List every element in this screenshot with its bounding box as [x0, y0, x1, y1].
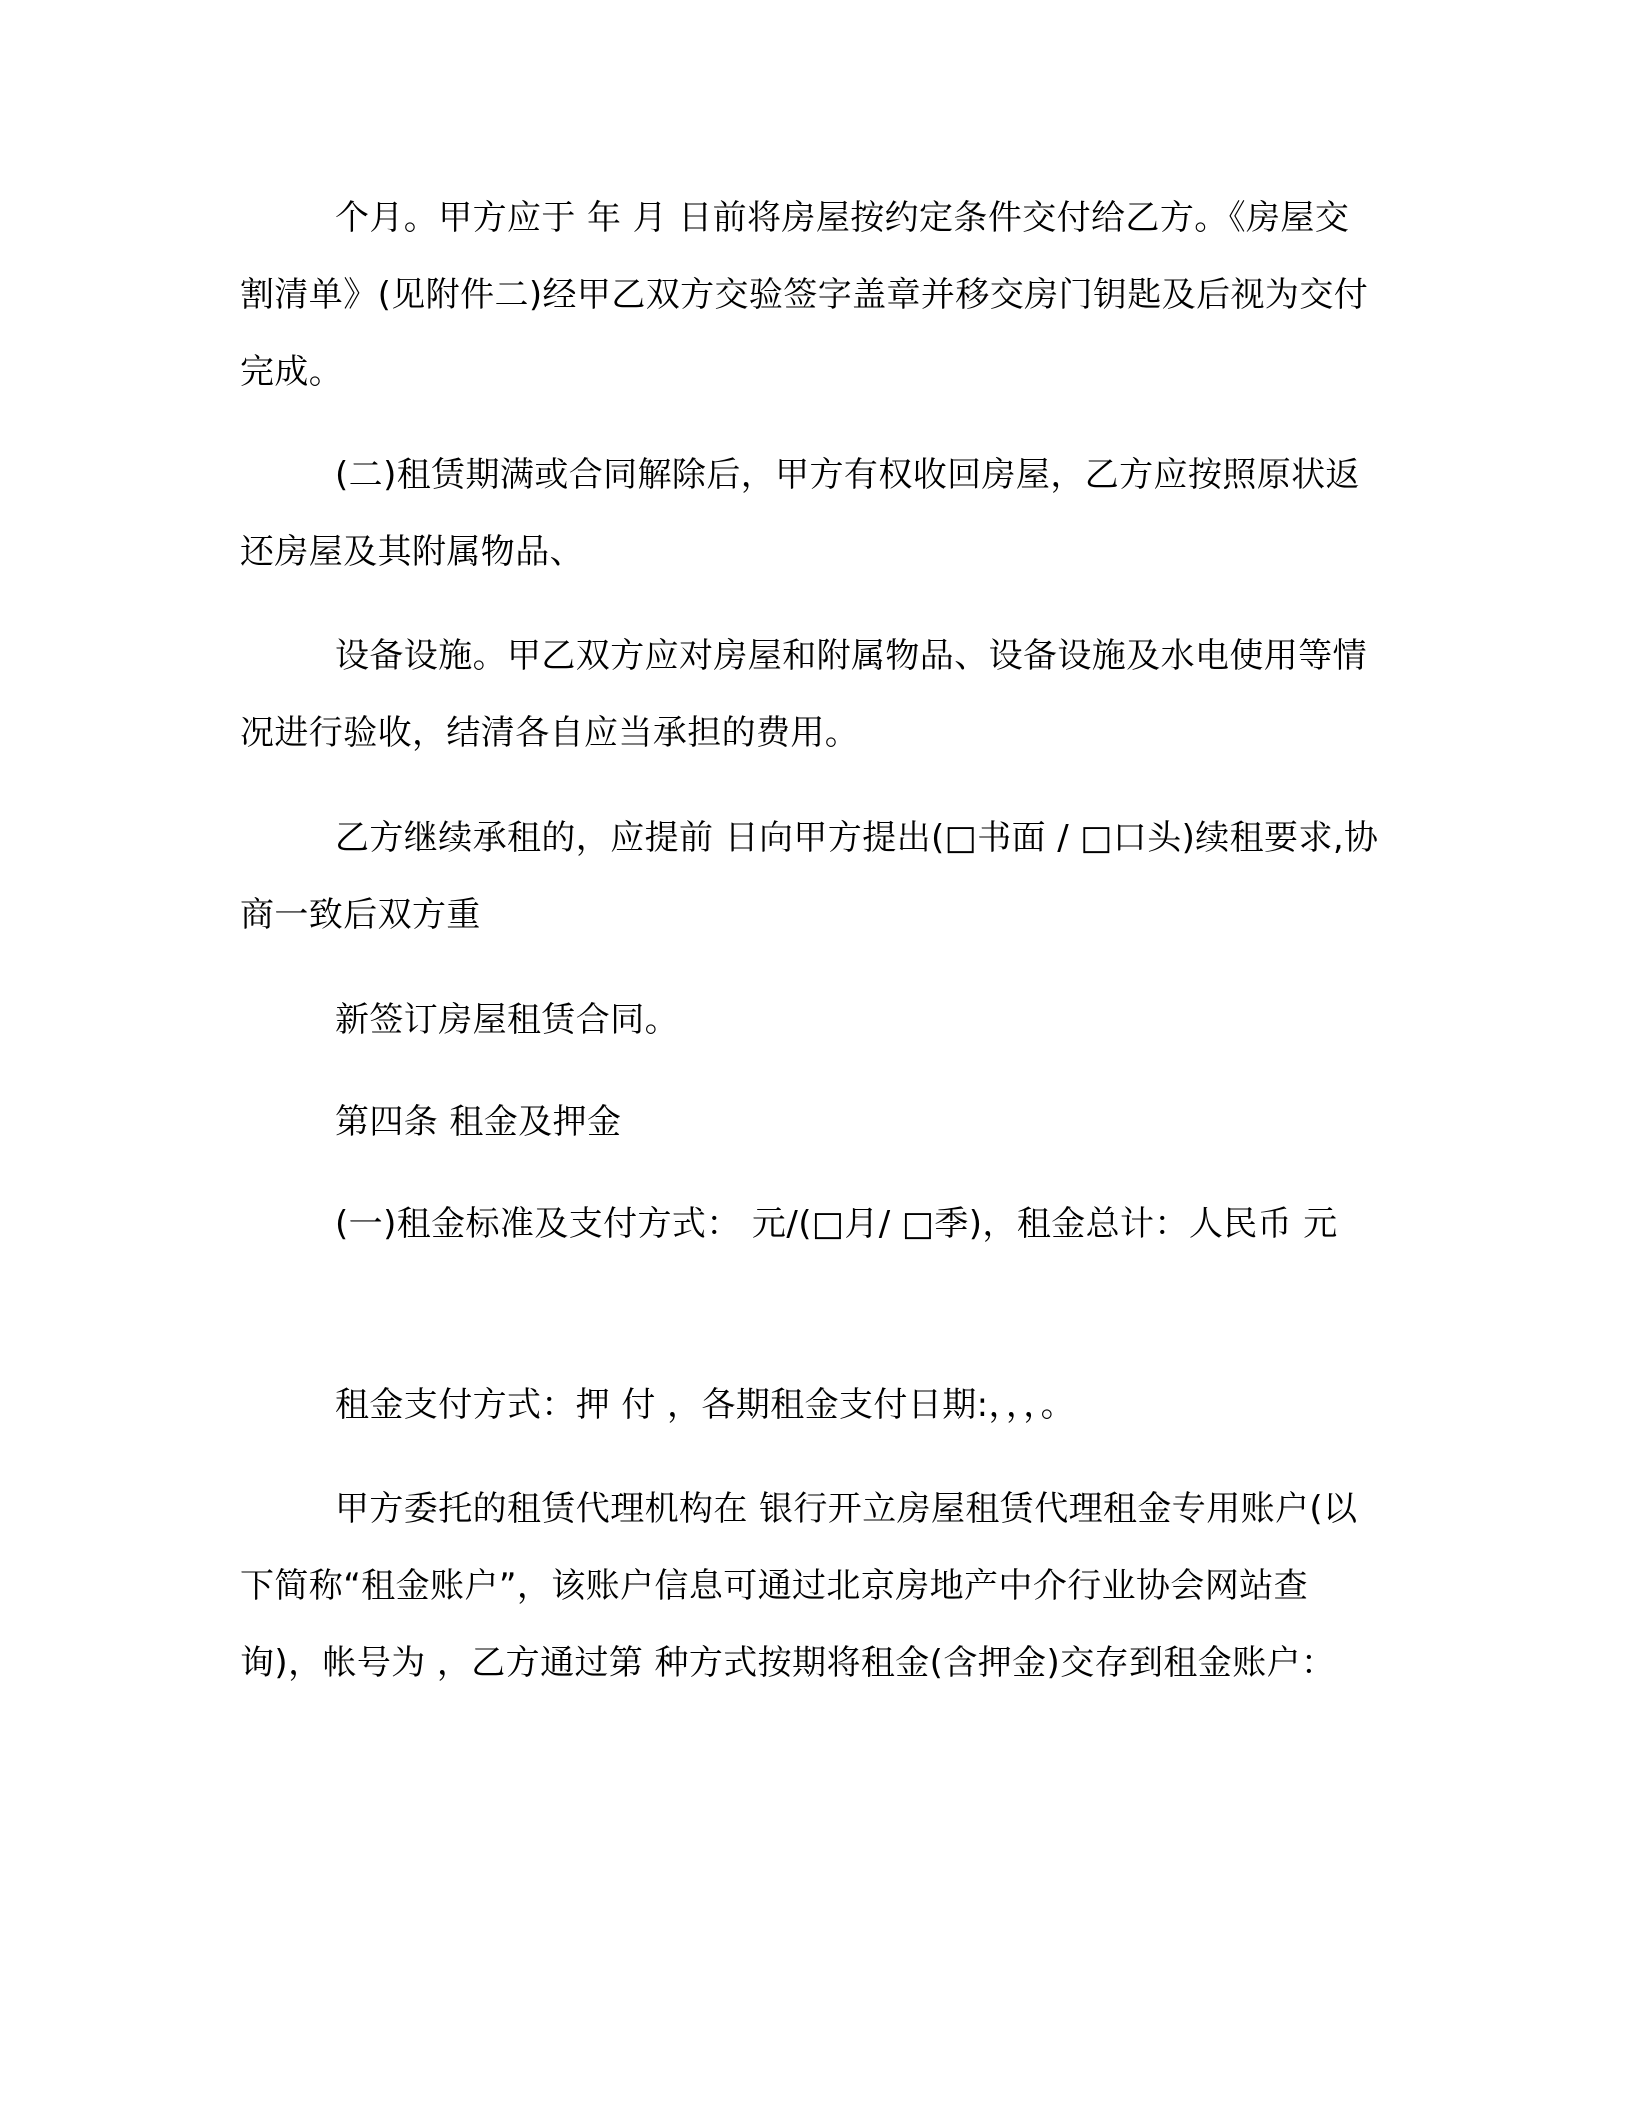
paragraph-payment-method: 租金支付方式：押 付 ，各期租金支付日期:，，，。 — [335, 1385, 1076, 1425]
paragraph-inspection-settlement: 设备设施。甲乙双方应对房屋和附属物品、设备设施及水电使用等情况进行验收，结清各自应当承担的费用。 — [240, 636, 1367, 753]
paragraph-rent-standard: (一)租金标准及支付方式： 元/(□月/ □季)，租金总计：人民币 元 — [335, 1204, 1338, 1244]
paragraph-lease-expiry-return: (二)租赁期满或合同解除后，甲方有权收回房屋，乙方应按照原状返还房屋及其附属物品、 — [240, 455, 1360, 572]
paragraph-new-contract: 新签订房屋租赁合同。 — [335, 1000, 679, 1040]
article-heading-rent-deposit: 第四条 租金及押金 — [335, 1102, 622, 1142]
paragraph-rent-account: 甲方委托的租赁代理机构在 银行开立房屋租赁代理租金专用账户(以下简称“租金账户”，该账户信息可通过北京房地产中介行业协会网站查询)，帐号为 ，乙方通过第 种方式按期将租金(含押金)交存到租金账户： — [240, 1489, 1358, 1683]
paragraph-renewal-request: 乙方继续承租的，应提前 日向甲方提出(□书面 / □口头)续租要求,协商一致后双方重 — [240, 818, 1379, 935]
paragraph-delivery-terms: 个月。甲方应于 年 月 日前将房屋按约定条件交付给乙方。《房屋交割清单》(见附件二)经甲乙双方交验签字盖章并移交房门钥匙及后视为交付完成。 — [240, 198, 1369, 392]
